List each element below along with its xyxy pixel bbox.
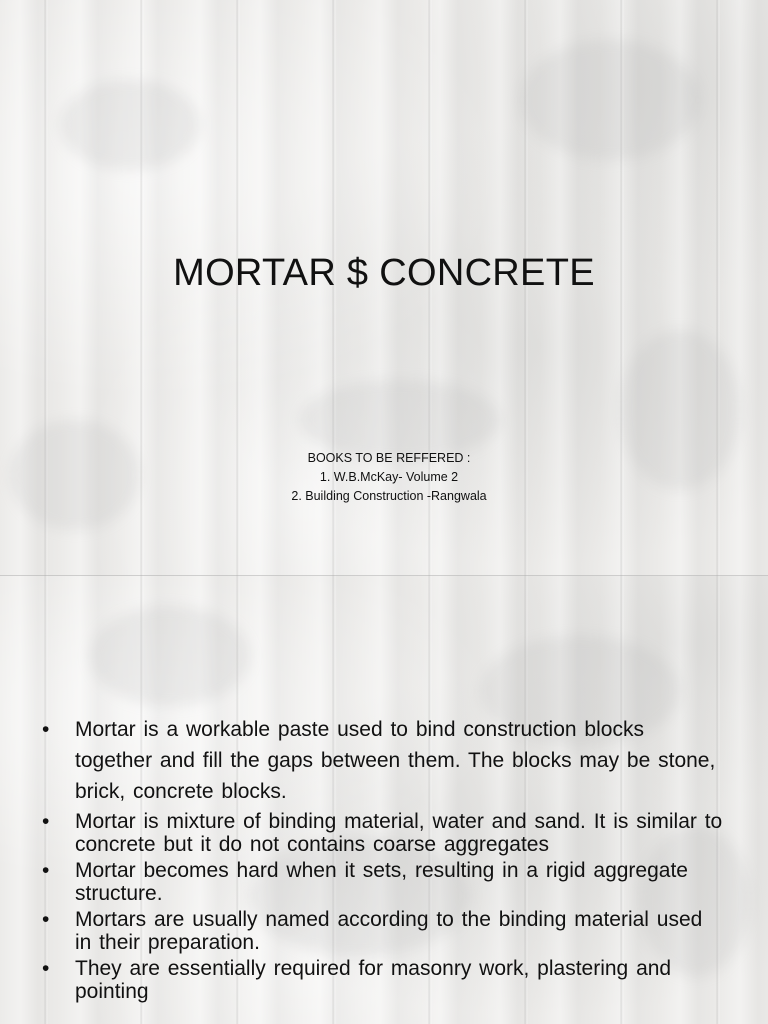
books-heading: BOOKS TO BE REFFERED :: [307, 451, 471, 465]
slide-title: MORTAR $ CONCRETE: [173, 252, 595, 294]
bullet-item: [36, 714, 726, 807]
bullet-marker: •: [42, 908, 50, 931]
bullet-marker: •: [42, 810, 50, 833]
bullet-marker: •: [42, 718, 50, 741]
bullet-item: [36, 859, 726, 905]
bullet-text: Mortar becomes hard when it sets, resulting in a rigid aggregate structure.: [75, 859, 688, 905]
bullet-item: [36, 810, 726, 856]
books-reference: [0, 449, 768, 506]
bullet-list: [36, 714, 726, 1006]
bullet-item: [36, 908, 726, 954]
bullet-text: They are essentially required for masonry work, plastering and pointing: [75, 957, 672, 1003]
book-item-2: 2. Building Construction -Rangwala: [291, 489, 487, 503]
bullet-marker: •: [42, 957, 50, 980]
book-item-1: 1. W.B.McKay- Volume 2: [319, 470, 459, 484]
bullet-text: Mortars are usually named according to the binding material used in their preparation.: [75, 908, 703, 954]
bullet-item: [36, 957, 726, 1003]
bullet-marker: •: [42, 859, 50, 882]
bullet-text: Mortar is mixture of binding material, water and sand. It is similar to concrete but it do not contains coarse aggregates: [75, 810, 723, 856]
bullet-text: Mortar is a workable paste used to bind construction blocks together and fill the gaps between them. The blocks may be stone, brick, concrete blocks.: [75, 718, 716, 803]
